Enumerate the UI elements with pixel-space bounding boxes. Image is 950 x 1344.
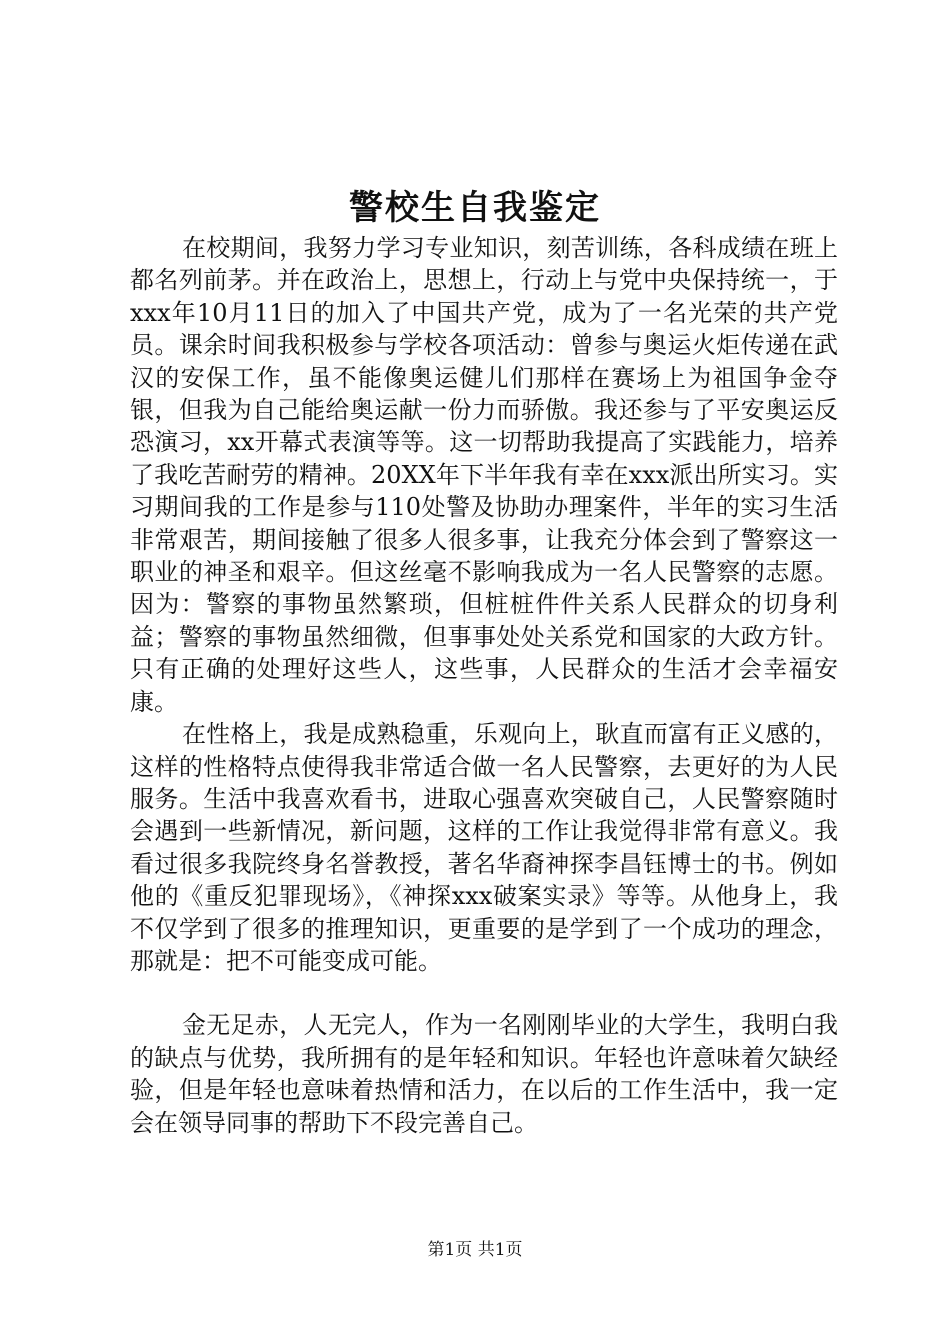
paragraph-3: 金无足赤，人无完人，作为一名刚刚毕业的大学生，我明白我的缺点与优势，我所拥有的是年轻和知识。年轻也许意味着欠缺经验，但是年轻也意味着热情和活力，在以后的工作生活中，我一定会在领导同事的帮助下不段完善自己。: [130, 1011, 838, 1137]
page-number-footer: 第1页 共1页: [427, 1240, 523, 1260]
paragraph-2: 在性格上，我是成熟稳重，乐观向上，耿直而富有正义感的，这样的性格特点使得我非常适合做一名人民警察，去更好的为人民服务。生活中我喜欢看书，进取心强喜欢突破自己，人民警察随时会遇到一些新情况，新问题，这样的工作让我觉得非常有意义。我看过很多我院终身名誉教授，著名华裔神探李昌钰博士的书。例如他的《重反犯罪现场》，《神探xxx破案实录》等等。从他身上，我不仅学到了很多的推理知识，更重要的是学到了一个成功的理念，那就是：把不可能变成可能。: [130, 720, 838, 975]
paragraph-spacer: [130, 977, 838, 1009]
paragraph-1: 在校期间，我努力学习专业知识，刻苦训练，各科成绩在班上都名列前茅。并在政治上，思想上，行动上与党中央保持统一，于xxx年10月11日的加入了中国共产党，成为了一名光荣的共产党员。课余时间我积极参与学校各项活动：曾参与奥运火炬传递在武汉的安保工作，虽不能像奥运健儿们那样在赛场上为祖国争金夺银，但我为自己能给奥运献一份力而骄傲。我还参与了平安奥运反恐演习，xx开幕式表演等等。这一切帮助我提高了实践能力，培养了我吃苦耐劳的精神。20XX年下半年我有幸在xxx派出所实习。实习期间我的工作是参与110处警及协助办理案件，半年的实习生活非常艰苦，期间接触了很多人很多事，让我充分体会到了警察这一职业的神圣和艰辛。但这丝毫不影响我成为一名人民警察的志愿。因为：警察的事物虽然繁琐，但桩桩件件关系人民群众的切身利益；警察的事物虽然细微，但事事处处关系党和国家的大政方针。只有正确的处理好这些人，这些事，人民群众的生活才会幸福安康。: [130, 234, 838, 716]
document-title: 警校生自我鉴定: [349, 188, 601, 228]
document-body: [130, 232, 838, 1139]
